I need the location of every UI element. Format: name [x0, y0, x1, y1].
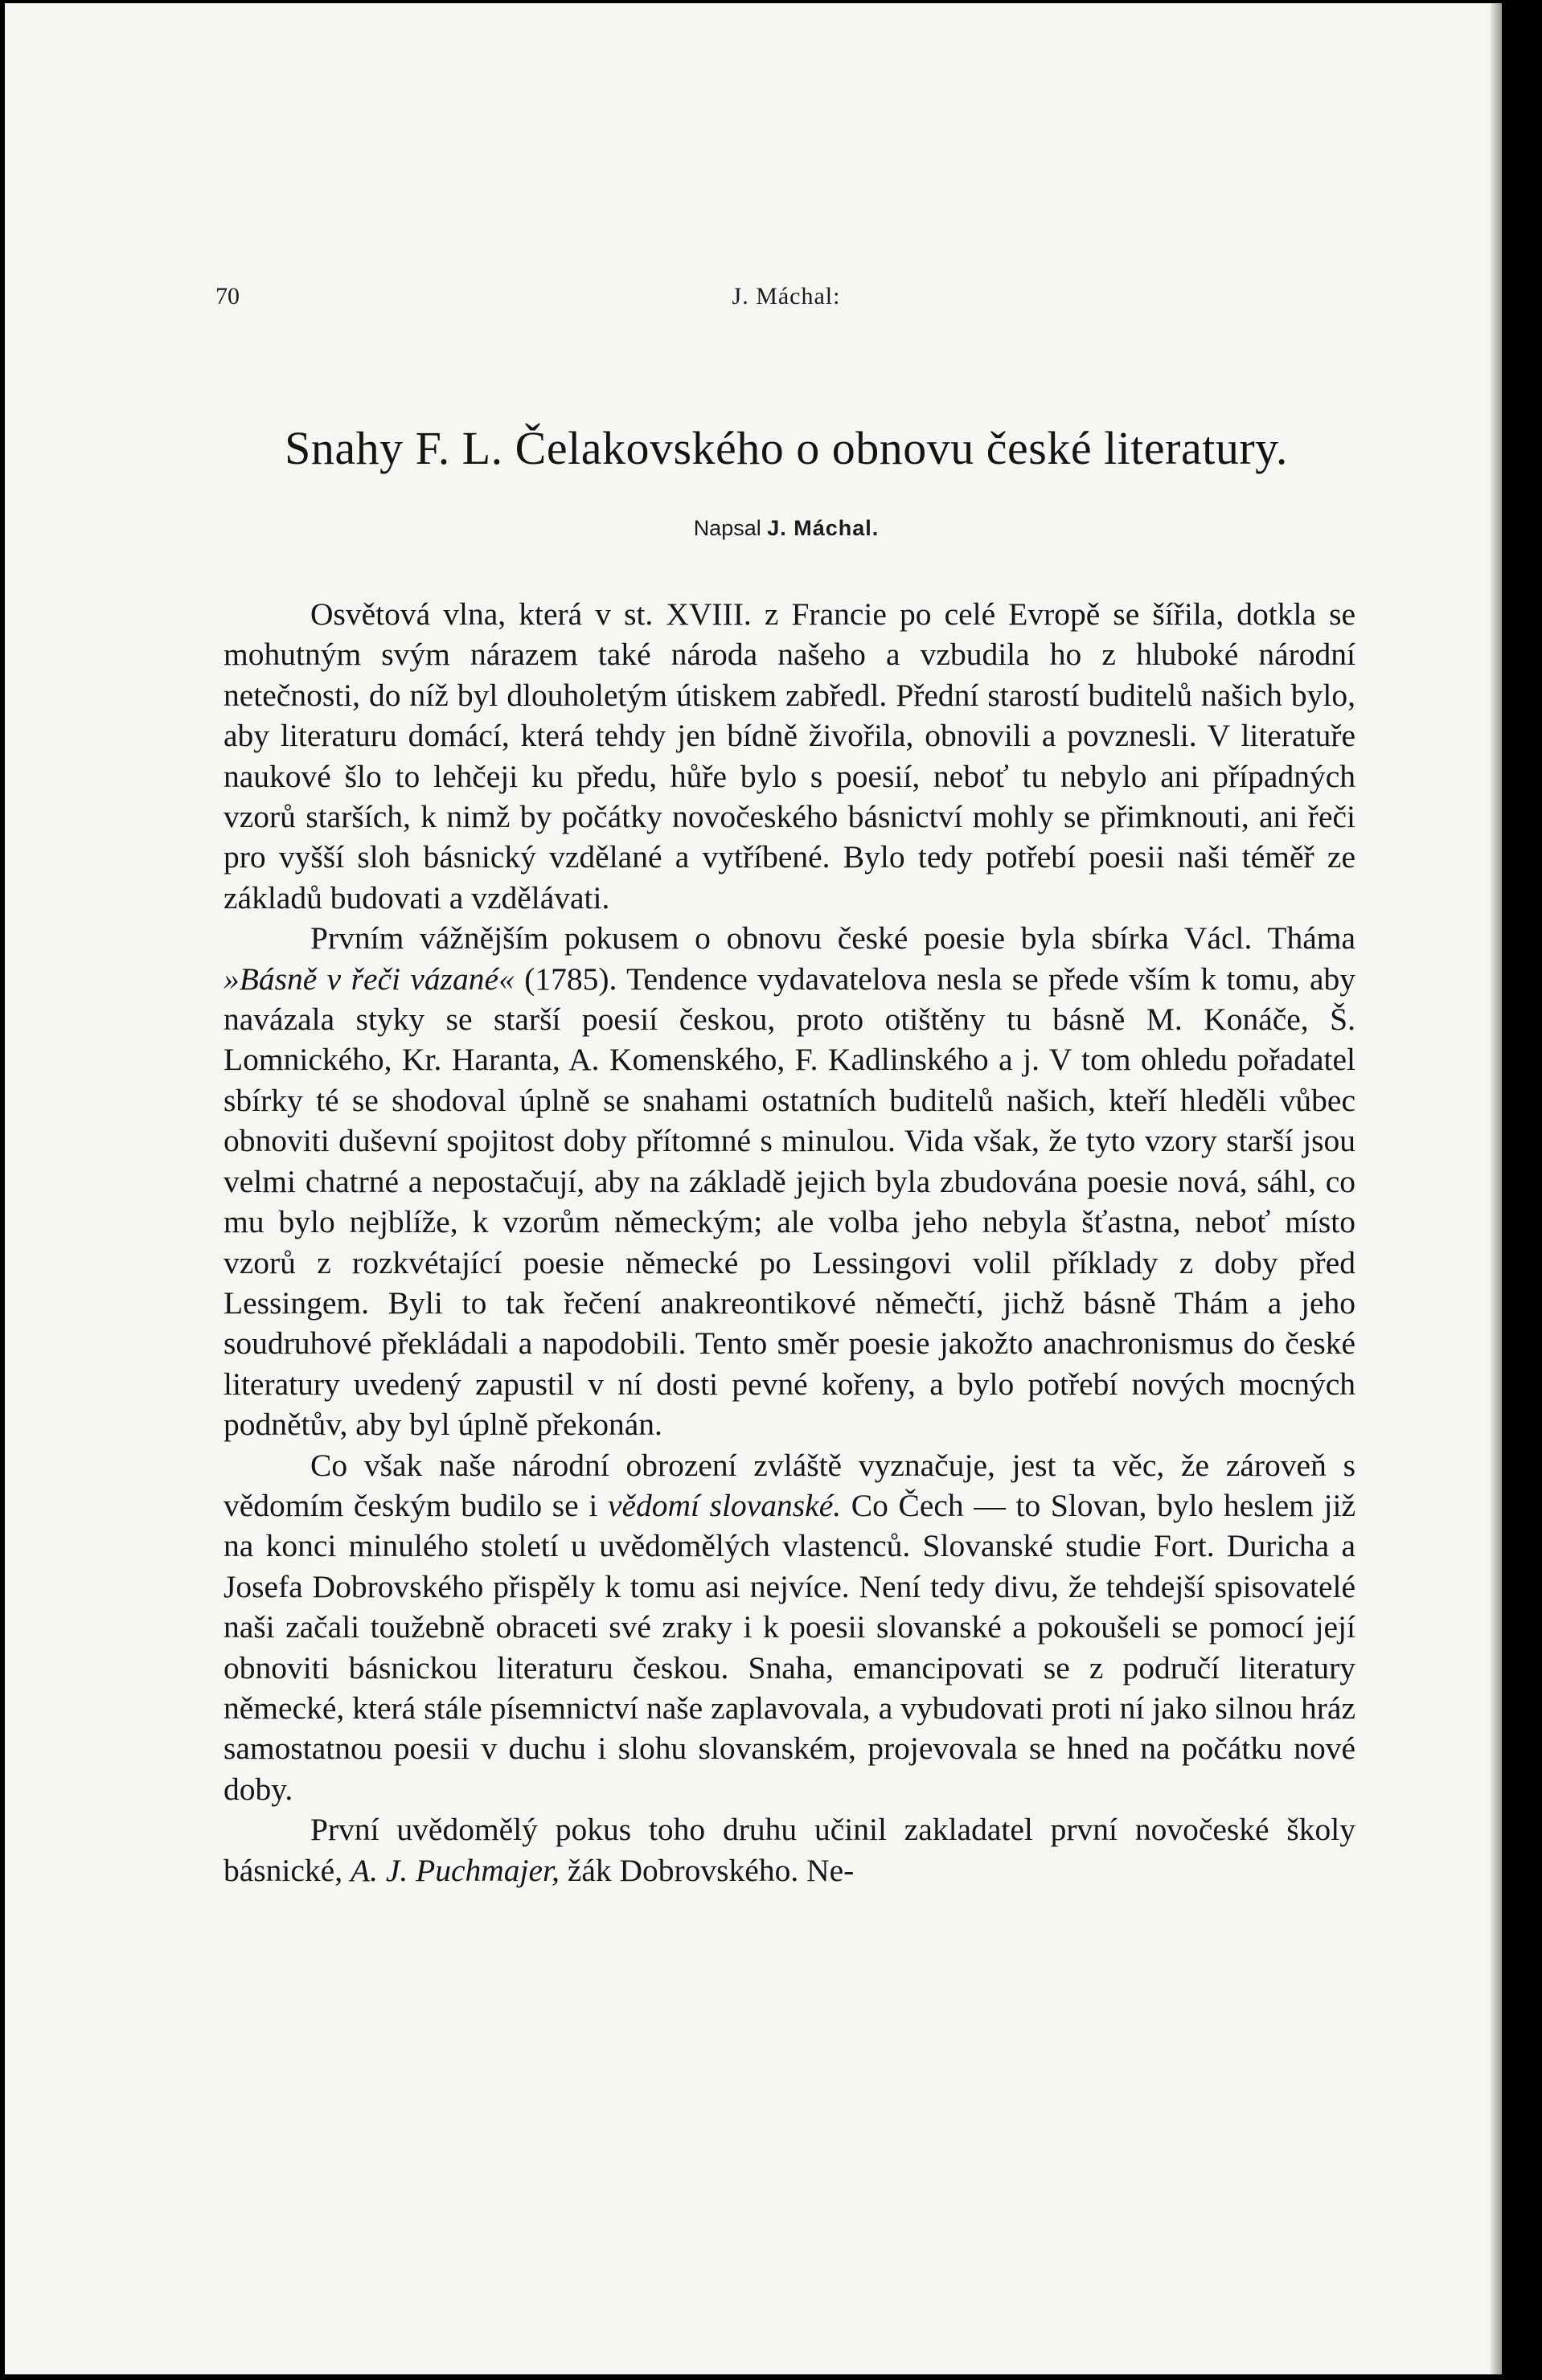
paragraph-text: Co Čech — to Slovan, bylo heslem již na konci minulého století u uvědomělých vlastenců. Slovanské studie Fort. Duricha a Josefa Dobrovského přispěly k tomu asi nejvíce. Není tedy divu, že tehdejší spisovatelé naši začali toužebně obraceti své zraky i k poesii slovanské a pokoušeli se pomocí její obnoviti básnickou literaturu českou. Snaha, emancipovati se z područí literatury německé, která stále písemnictví naše zaplavovala, a vybudovati proti ní jako silnou hráz samostatnou poesii v duchu i slohu slovanském, projevovala se hned na počátku nové doby.	[224, 1487, 1355, 1807]
byline-author: J. Máchal.	[767, 516, 880, 540]
paragraph-text: Co však naše národní obrození zvláště vyznačuje, jest ta věc, že zároveň s vědomím českým budilo se i	[224, 1447, 1355, 1523]
paragraph-text: Prvním vážnějším pokusem o obnovu české poesie byla sbírka Václ. Tháma	[310, 920, 1355, 957]
paragraph-text: První uvědomělý pokus toho druhu učinil zakladatel první novočeské školy básnické,	[224, 1812, 1355, 1888]
article-title: Snahy F. L. Čelakovského o obnovu české literatury.	[285, 422, 1288, 474]
page-edge-shadow	[1491, 3, 1502, 2374]
italic-text: A. J. Puchmajer,	[350, 1852, 560, 1888]
scanned-page	[5, 3, 1502, 2374]
paragraph	[224, 594, 1355, 918]
paragraph-text: žák Dobrovského. Ne-	[559, 1852, 855, 1888]
byline	[215, 516, 1357, 541]
italic-text: vědomí slovanské.	[607, 1487, 842, 1523]
running-head	[215, 283, 1357, 318]
article-body	[224, 594, 1355, 1890]
paragraph-text: (1785). Tendence vydavatelova nesla se přede vším k tomu, aby navázala styky se starší poesií českou, proto otištěny tu básně M. Konáče, Š. Lomnického, Kr. Haranta, A. Komenského, F. Kadlinského a j. V tom ohledu pořadatel sbírky té se shodoval úplně se snahami ostatních buditelů našich, kteří hleděli vůbec obnoviti duševní spojitost doby přítomné s minulou. Vida však, že tyto vzory starší jsou velmi chatrné a nepostačují, aby na základě jejich byla zbudována poesie nová, sáhl, co mu bylo nejblíže, k vzorům německým; ale volba jeho nebyla šťastna, neboť místo vzorů z rozkvétající poesie německé po Lessingovi volil příklady z doby před Lessingem. Byli to tak řečení anakreontikové němečtí, jichž básně Thám a jeho soudruhové překládali a napodobili. Tento směr poesie jakožto anachronismus do české literatury uvedený zapustil v ní dosti pevné kořeny, a bylo potřebí nových mocných podnětův, aby byl úplně překonán.	[224, 961, 1355, 1443]
italic-text: »Básně v řeči vázané«	[224, 961, 515, 997]
paragraph	[224, 918, 1355, 1444]
paragraph	[224, 1445, 1355, 1810]
running-head-author: J. Máchal:	[732, 283, 841, 309]
byline-prefix: Napsal	[693, 516, 761, 540]
page-number: 70	[215, 283, 240, 309]
paragraph	[224, 1809, 1355, 1890]
page-inner	[5, 3, 1502, 2374]
paragraph-text: Osvětová vlna, která v st. XVIII. z Francie po celé Evropě se šířila, dotkla se mohutným svým nárazem také národa našeho a vzbudila ho z hluboké národní netečnosti, do níž byl dlouholetým útiskem zabředl. Přední starostí buditelů našich bylo, aby literaturu domácí, která tehdy jen bídně živořila, obnovili a povznesli. V literatuře naukové šlo to lehčeji ku předu, hůře bylo s poesií, neboť tu nebylo ani případných vzorů starších, k nimž by počátky novočeského básnictví mohly se přimknouti, ani řeči pro vyšší sloh básnický vzdělané a vytříbené. Bylo tedy potřebí poesii naši téměř ze základů budovati a vzdělávati.	[224, 596, 1355, 916]
